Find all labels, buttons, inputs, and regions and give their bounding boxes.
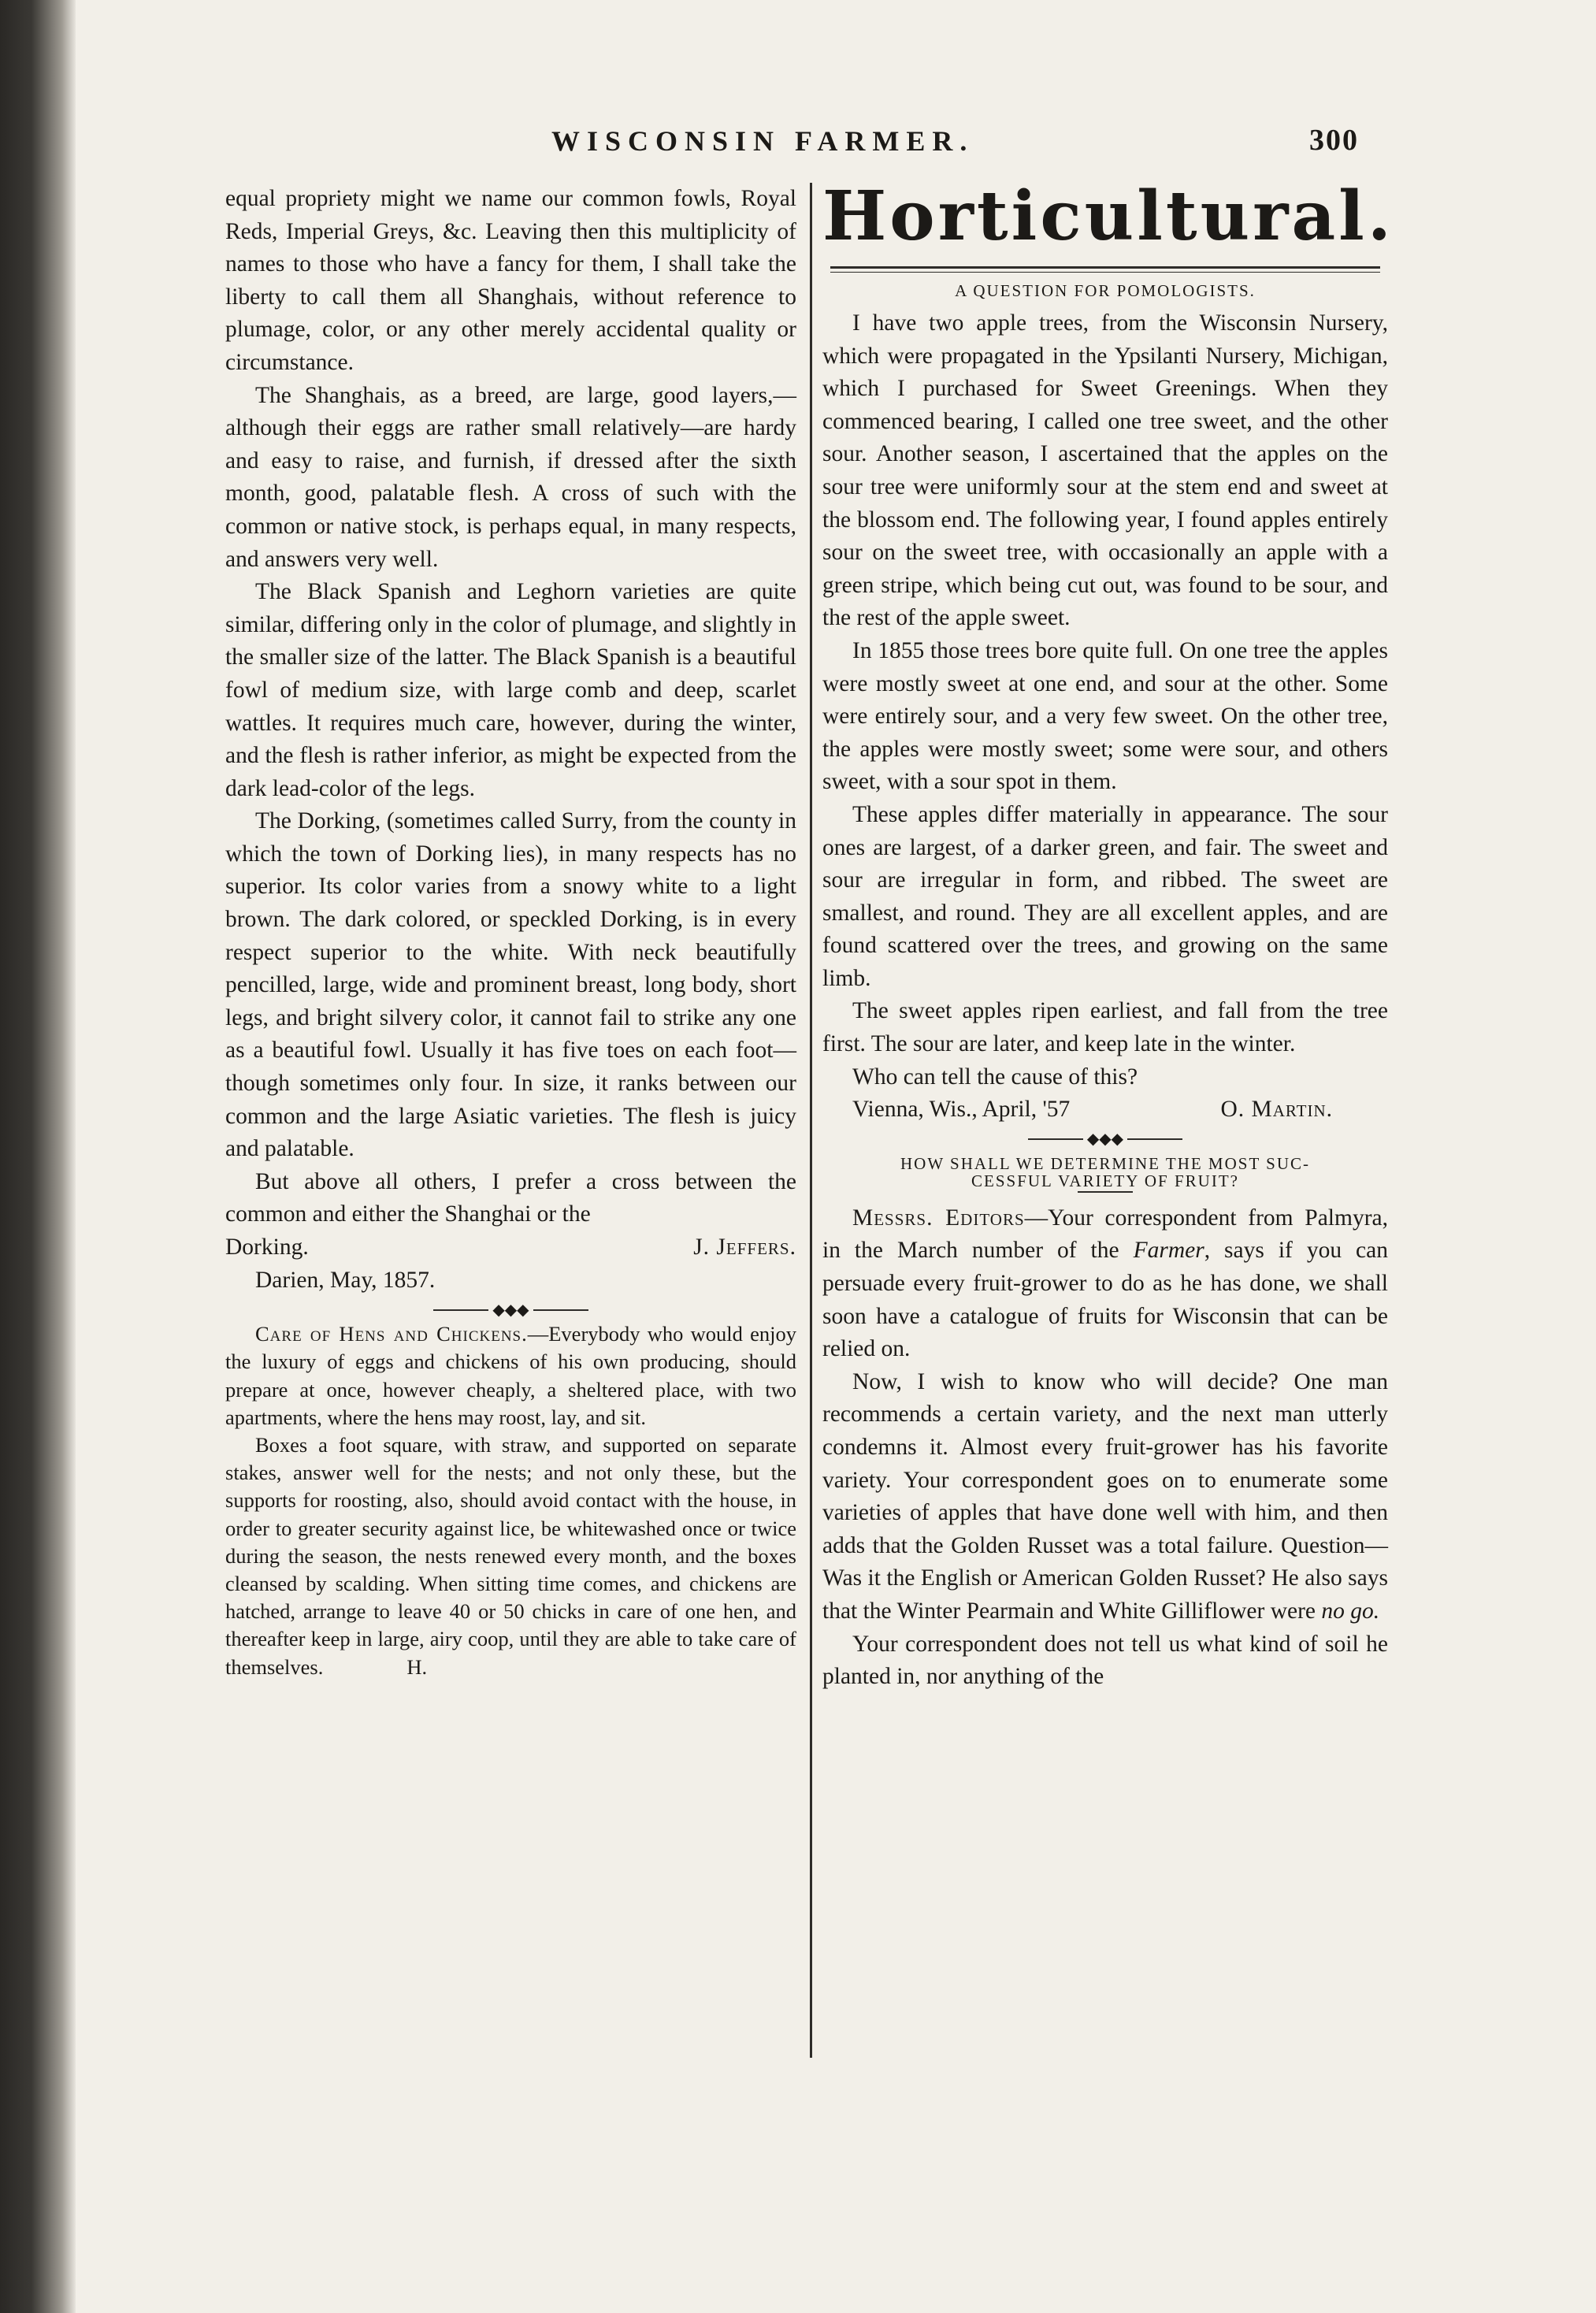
salutation: Messrs. Editors xyxy=(852,1205,1025,1231)
page-number: 300 xyxy=(1309,124,1359,157)
heading-rule-thin xyxy=(830,272,1380,273)
pomology-paragraph-5: Who can tell the cause of this? xyxy=(852,1064,1138,1090)
poultry-paragraph-1: equal propriety might we name our common fowls, Royal Reds, Imperial Greys, &c. Leaving then this multiplicity of names to those who have a fancy for them, I shall take the liberty to call them all Shanghais, without reference to plumage, color, or any other merely accidental quality or circumstance. xyxy=(225,186,796,375)
care-paragraph-1-text: —Everybody who would enjoy the luxury of eggs and chickens of his own producing, should prepare at once, however cheaply, a sheltered place, with two apartments, where the hens may roost, lay, and sit. xyxy=(225,1322,796,1429)
running-head: WISCONSIN FARMER. xyxy=(551,125,974,157)
care-article-title: Care of Hens and Chickens. xyxy=(255,1322,528,1346)
separator-rule-right xyxy=(533,1309,588,1311)
article-separator xyxy=(225,1297,796,1320)
fruit-paragraph-1 xyxy=(822,1202,1388,1366)
article-separator-2 xyxy=(822,1127,1388,1150)
pomology-paragraph-3: These apples differ materially in appearance. The sour ones are largest, of a darker green, and fair. The sweet and sour are irregular in form, and ribbed. The sweet are smallest, and round. They are all excellent apples, and are found scattered over the trees, and growing on the same limb. xyxy=(822,801,1388,991)
no-go-italic: no go. xyxy=(1321,1598,1380,1624)
section-heading: Horticultural. xyxy=(822,176,1394,256)
fruit-paragraph-2 xyxy=(822,1366,1388,1628)
separator-rule-left xyxy=(433,1309,488,1311)
care-paragraph-2 xyxy=(225,1431,796,1681)
pomology-paragraph-2: In 1855 those trees bore quite full. On one tree the apples were mostly sweet at one end, and sour at the other. Some were entirely sour, and a very few sweet. On the other tree, the apples were mostly sweet; some were sour, and others sweet, with a sour spot in them. xyxy=(822,637,1388,795)
column-divider xyxy=(810,183,812,2058)
separator-rule-right-2 xyxy=(1127,1138,1182,1140)
left-column xyxy=(225,183,796,1681)
author-signature: J. Jeffers. xyxy=(693,1234,796,1260)
care-of-hens-article xyxy=(225,1320,796,1681)
article-2-title-rule xyxy=(1078,1191,1133,1193)
poultry-paragraph-5-end: Dorking. xyxy=(225,1234,309,1260)
fruit-paragraph-2-text: Now, I wish to know who will decide? One man recommends a certain variety, and the next man utterly condemns it. Almost every fruit-grower has his favorite variety. Your correspondent goes on to enumerate some varieties of apples that have done well with him, and then adds that the Golden Russet was a total failure. Question—Was it the English or American Golden Russet? He also says that the Winter Pearmain and White Gilliflower were xyxy=(822,1368,1388,1624)
poultry-paragraph-2: The Shanghais, as a breed, are large, good layers,—although their eggs are rather small relatively—are hardy and easy to raise, and furnish, if dressed after the sixth month, good, palatable flesh. A cross of such with the common or native stock, is perhaps equal, in many respects, and answers very well. xyxy=(225,382,796,572)
article-1-title: A QUESTION FOR POMOLOGISTS. xyxy=(955,281,1256,300)
heading-rule-thick xyxy=(830,266,1380,269)
fruit-paragraph-1-text-a: —Your correspondent from Palmyra, in the March number of the xyxy=(822,1205,1388,1264)
article-2-title xyxy=(822,1155,1388,1193)
poultry-paragraph-5: But above all others, I prefer a cross between the common and either the Shanghai or the xyxy=(225,1168,796,1227)
pomology-signature-line xyxy=(822,1093,1388,1127)
farmer-italic: Farmer xyxy=(1133,1238,1204,1264)
separator-ornament: ◆◆◆ xyxy=(492,1301,529,1319)
separator-rule-left-2 xyxy=(1028,1138,1083,1140)
pomology-dateline: Vienna, Wis., April, '57 xyxy=(852,1097,1071,1123)
care-signature: H. xyxy=(406,1654,428,1679)
poultry-signature-line xyxy=(225,1231,796,1264)
fruit-paragraph-1-text-b: , says if you can persuade every fruit-grower to do as he has done, we shall soon have a catalogue of fruits for Wisconsin that can be relied on. xyxy=(822,1238,1388,1362)
poultry-paragraph-4: The Dorking, (sometimes called Surry, from the county in which the town of Dorking lies), in many respects has no superior. Its color varies from a snowy white to a light brown. The dark colored, or speckled Dorking, is in every respect superior to the white. With neck beautifully pencilled, large, wide and prominent breast, long body, short legs, and bright silvery color, it cannot fail to strike any one as a beautiful fowl. Usually it has five toes on each foot—though sometimes only four. In size, it ranks between our common and the large Asiatic varieties. The flesh is juicy and palatable. xyxy=(225,808,796,1162)
poultry-paragraph-3: The Black Spanish and Leghorn varieties are quite similar, differing only in the color of plumage, and slightly in the smaller size of the latter. The Black Spanish is a beautiful fowl of medium size, with large comb and deep, scarlet wattles. It requires much care, however, during the winter, and the flesh is rather inferior, as might be expected from the dark lead-color of the legs. xyxy=(225,579,796,801)
pomology-paragraph-4: The sweet apples ripen earliest, and fall from the tree first. The sour are later, and keep late in the winter. xyxy=(822,998,1388,1057)
care-paragraph-2-text: Boxes a foot square, with straw, and supported on separate stakes, answer well for the nests; and not only these, but the supports for roosting, also, should avoid contact with the house, in order to greater security against lice, be whitewashed once or twice during the season, the nests renewed every month, and the boxes cleansed by scalding. When sitting time comes, and chickens are hatched, arrange to leave 40 or 50 chicks in care of one hen, and thereafter keep in large, airy coop, until they are able to take care of themselves. xyxy=(225,1433,796,1679)
pomology-paragraph-1: I have two apple trees, from the Wisconsin Nursery, which were propagated in the Ypsilanti Nursery, Michigan, which I purchased for Sweet Greenings. When they commenced bearing, I called one tree sweet, and the other sour. Another season, I ascertained that the apples on the sour tree were uniformly sour at the stem end and sweet at the blossom end. The following year, I found apples entirely sour on the sweet tree, with occasionally an apple with a green stripe, which being cut out, was found to be sour, and the rest of the apple sweet. xyxy=(822,310,1388,631)
right-column xyxy=(822,176,1394,1694)
separator-ornament-2: ◆◆◆ xyxy=(1086,1131,1124,1149)
binding-gutter xyxy=(0,0,76,2313)
care-paragraph-1 xyxy=(225,1320,796,1431)
poultry-dateline: Darien, May, 1857. xyxy=(255,1267,436,1293)
article-2-title-line-1: HOW SHALL WE DETERMINE THE MOST SUC- xyxy=(900,1153,1310,1173)
article-2-title-line-2: CESSFUL VARIETY OF FRUIT? xyxy=(971,1171,1239,1190)
fruit-paragraph-3: Your correspondent does not tell us what kind of soil he planted in, nor anything of the xyxy=(822,1631,1388,1690)
pomology-signature: O. Martin. xyxy=(1220,1097,1333,1123)
